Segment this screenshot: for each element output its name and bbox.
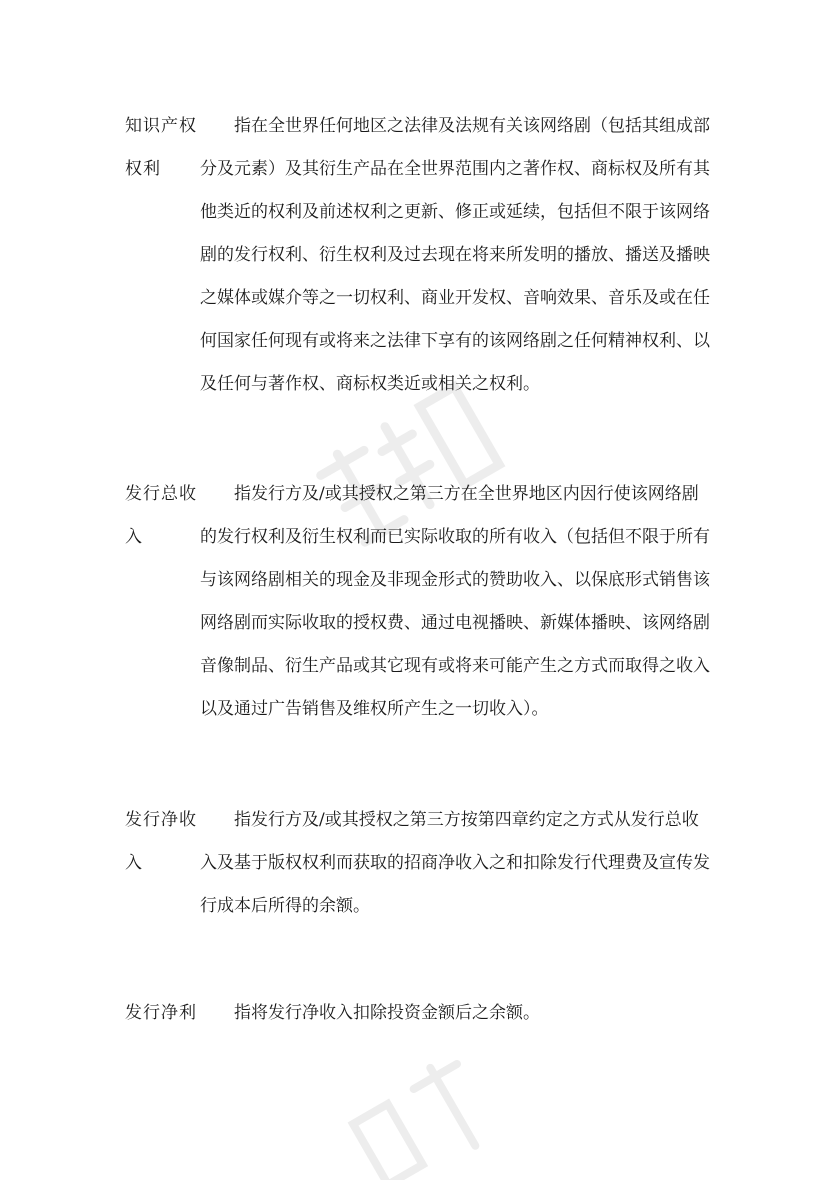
definition-line: 以及通过广告销售及维权所产生之一切收入）。	[200, 699, 549, 719]
watermark-logo-bottom	[330, 1060, 510, 1180]
definition-term	[125, 992, 205, 1035]
definition-term	[125, 473, 205, 559]
definition-line: 指在全世界任何地区之法律及法规有关该网络剧（包括其组成部	[234, 116, 710, 136]
definition-line: 指发行方及/或其授权之第三方按第四章约定之方式从发行总收	[234, 810, 699, 830]
definition-line: 行成本后所得的余额。	[200, 896, 370, 916]
definition-line: 指将发行净收入扣除投资金额后之余额。	[234, 1003, 540, 1023]
definition-line: 分及元素）及其衍生产品在全世界范围内之著作权、商标权及所有其	[200, 159, 710, 179]
definition-line: 指发行方及/或其授权之第三方在全世界地区内因行使该网络剧	[234, 484, 699, 504]
definition-line: 何国家任何现有或将来之法律下享有的该网络剧之任何精神权利、以	[200, 331, 710, 351]
term-line: 权利	[125, 159, 161, 179]
definition-term	[125, 799, 205, 885]
definition-line: 及任何与著作权、商标权类近或相关之权利。	[200, 374, 540, 394]
definition-line: 网络剧而实际收取的授权费、通过电视播映、新媒体播映、该网络剧	[200, 613, 710, 633]
definition-text	[200, 105, 720, 406]
definition-text	[200, 473, 720, 731]
definition-text	[200, 992, 720, 1035]
definition-line: 的发行权利及衍生权利而已实际收取的所有收入（包括但不限于所有	[200, 527, 710, 547]
definition-line: 他类近的权利及前述权利之更新、修正或延续，包括但不限于该网络	[200, 202, 710, 222]
term-line: 发行净收	[125, 810, 197, 830]
term-line: 发行总收	[125, 484, 197, 504]
term-line: 发行净利	[125, 1003, 197, 1023]
definition-line: 剧的发行权利、衍生权利及过去现在将来所发明的播放、播送及播映	[200, 245, 710, 265]
definition-text	[200, 799, 720, 928]
term-line: 入	[125, 853, 143, 873]
definition-term	[125, 105, 205, 191]
definition-line: 与该网络剧相关的现金及非现金形式的赞助收入、以保底形式销售该	[200, 570, 710, 590]
definition-line: 入及基于版权权利而获取的招商净收入之和扣除发行代理费及宣传发	[200, 853, 710, 873]
definition-line: 音像制品、衍生产品或其它现有或将来可能产生之方式而取得之收入	[200, 656, 710, 676]
definition-line: 之媒体或媒介等之一切权利、商业开发权、音响效果、音乐及或在任	[200, 288, 710, 308]
term-line: 入	[125, 527, 143, 547]
term-line: 知识产权	[125, 116, 197, 136]
